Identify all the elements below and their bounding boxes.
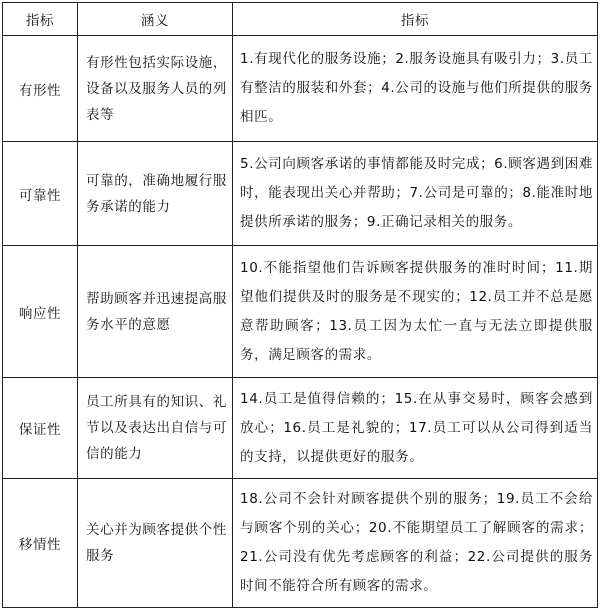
dimension-cell: 保证性 bbox=[3, 378, 78, 479]
dimension-cell: 有形性 bbox=[3, 36, 78, 142]
dimension-cell: 移情性 bbox=[3, 479, 78, 608]
definition-cell: 有形性包括实际设施，设备以及服务人员的列表等 bbox=[78, 36, 233, 142]
header-meaning: 涵义 bbox=[78, 3, 233, 36]
items-cell: 1.有现代化的服务设施；2.服务设施具有吸引力；3.员工有整洁的服装和外套；4.公司的设施与他们所提供的服务相匹。 bbox=[233, 36, 598, 142]
items-cell: 14.员工是值得信赖的；15.在从事交易时，顾客会感到放心；16.员工是礼貌的；17.员工可以从公司得到适当的支持，以提供更好的服务。 bbox=[233, 378, 598, 479]
items-cell: 5.公司向顾客承诺的事情都能及时完成；6.顾客遇到困难时，能表现出关心并帮助；7.公司是可靠的；8.能准时地提供所承诺的服务；9.正确记录相关的服务。 bbox=[233, 142, 598, 246]
header-indicators: 指标 bbox=[233, 3, 598, 36]
table-row bbox=[3, 378, 598, 479]
table-row bbox=[3, 479, 598, 608]
table-row bbox=[3, 246, 598, 378]
definition-cell: 帮助顾客并迅速提高服务水平的意愿 bbox=[78, 246, 233, 378]
table-row bbox=[3, 142, 598, 246]
definition-cell: 关心并为顾客提供个性服务 bbox=[78, 479, 233, 608]
items-cell: 18.公司不会针对顾客提供个别的服务；19.员工不会给与顾客个别的关心；20.不能期望员工了解顾客的需求；21.公司没有优先考虑顾客的利益；22.公司提供的服务时间不能符合所有顾客的需求。 bbox=[233, 479, 598, 608]
table-row bbox=[3, 36, 598, 142]
definition-cell: 员工所具有的知识、礼节以及表达出自信与可信的能力 bbox=[78, 378, 233, 479]
items-cell: 10.不能指望他们告诉顾客提供服务的准时时间；11.期望他们提供及时的服务是不现实的；12.员工并不总是愿意帮助顾客；13.员工因为太忙一直与无法立即提供服务，满足顾客的需求。 bbox=[233, 246, 598, 378]
header-dimension: 指标 bbox=[3, 3, 78, 36]
dimension-cell: 响应性 bbox=[3, 246, 78, 378]
dimension-cell: 可靠性 bbox=[3, 142, 78, 246]
table-header-row bbox=[3, 3, 598, 36]
definition-cell: 可靠的，准确地履行服务承诺的能力 bbox=[78, 142, 233, 246]
servqual-table bbox=[2, 2, 598, 608]
